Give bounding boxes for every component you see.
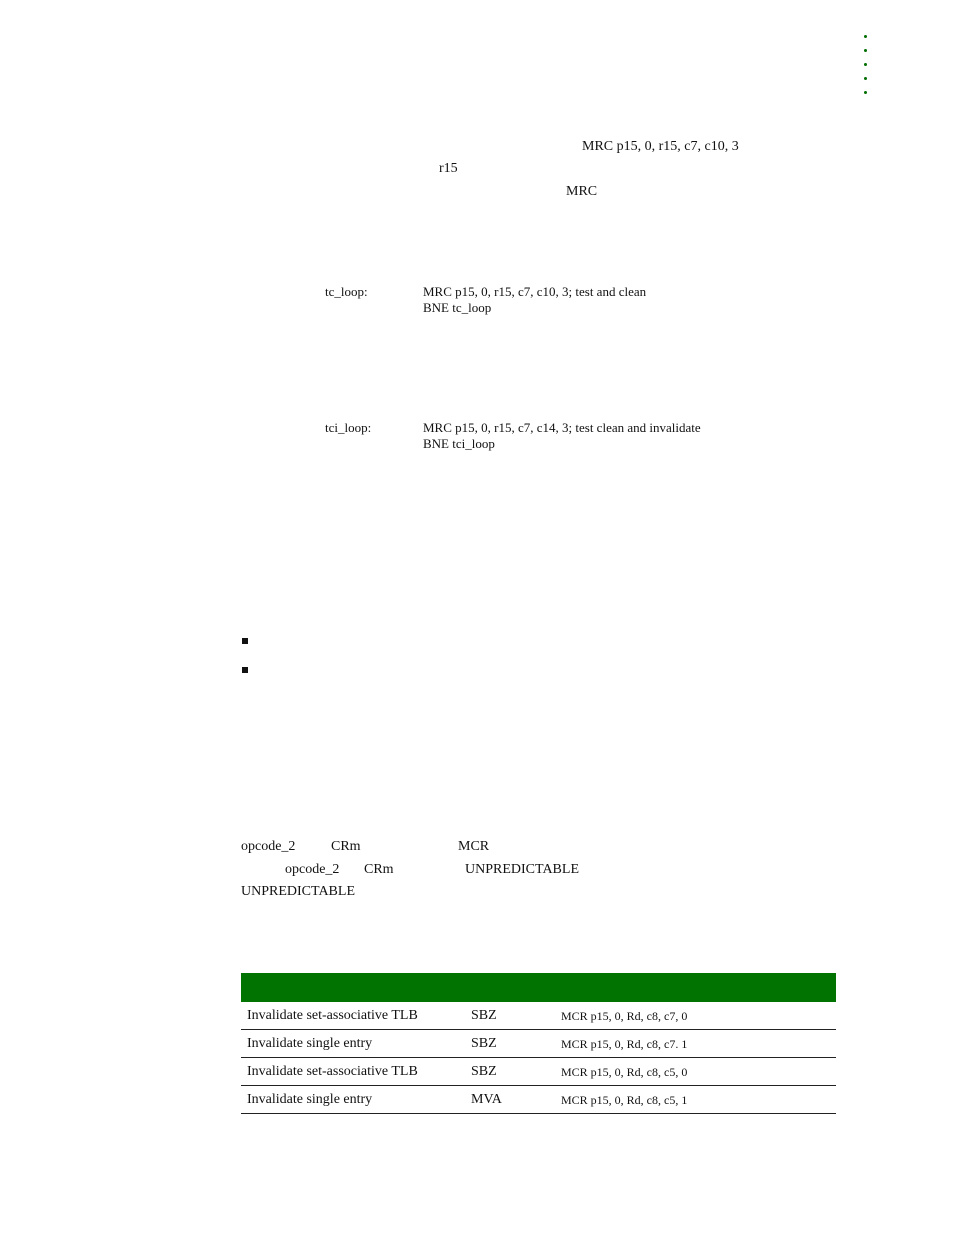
table-row <box>241 1002 836 1030</box>
table-row <box>241 1086 836 1114</box>
table-row <box>241 1030 836 1058</box>
cell-function: Invalidate single entry <box>247 1036 373 1051</box>
intro-code-2: r15 <box>439 161 458 176</box>
cell-data: SBZ <box>471 1036 497 1051</box>
intro-code-3: MRC <box>566 184 598 199</box>
cell-function: Invalidate set-associative TLB <box>247 1064 418 1079</box>
cell-instruction: MCR p15, 0, Rd, c8, c7, 0 <box>561 1009 688 1023</box>
margin-marks <box>864 35 867 105</box>
bullet-marker <box>242 638 248 644</box>
tc-loop-line2: BNE tc_loop <box>423 300 492 315</box>
margin-mark <box>864 49 867 52</box>
tc-loop-label: tc_loop: <box>325 284 368 299</box>
tci-loop-line1: MRC p15, 0, r15, c7, c14, 3; test clean and invalidate <box>423 420 701 435</box>
margin-mark <box>864 91 867 94</box>
cell-instruction: MCR p15, 0, Rd, c8, c5, 0 <box>561 1065 688 1079</box>
note-unpredictable: UNPREDICTABLE <box>465 862 579 877</box>
cell-function: Invalidate single entry <box>247 1092 373 1107</box>
cell-instruction: MCR p15, 0, Rd, c8, c5, 1 <box>561 1093 688 1107</box>
note-crm: CRm <box>331 839 361 854</box>
tlb-operations-table <box>241 973 836 1114</box>
note-unpredictable: UNPREDICTABLE <box>241 884 355 899</box>
table-header <box>241 973 836 1002</box>
cell-data: SBZ <box>471 1064 497 1079</box>
margin-mark <box>864 63 867 66</box>
note-opcode2: opcode_2 <box>285 862 340 877</box>
note-mcr: MCR <box>458 839 490 854</box>
cell-function: Invalidate set-associative TLB <box>247 1008 418 1023</box>
cell-data: SBZ <box>471 1008 497 1023</box>
cell-data: MVA <box>471 1092 502 1107</box>
note-crm: CRm <box>364 862 394 877</box>
intro-code-1: MRC p15, 0, r15, c7, c10, 3 <box>582 139 739 154</box>
table-row <box>241 1058 836 1086</box>
tci-loop-label: tci_loop: <box>325 420 372 435</box>
margin-mark <box>864 77 867 80</box>
bullet-marker <box>242 667 248 673</box>
note-opcode2: opcode_2 <box>241 839 296 854</box>
cell-instruction: MCR p15, 0, Rd, c8, c7. 1 <box>561 1037 688 1051</box>
tci-loop-line2: BNE tci_loop <box>423 436 495 451</box>
tc-loop-line1: MRC p15, 0, r15, c7, c10, 3; test and clean <box>423 284 647 299</box>
margin-mark <box>864 35 867 38</box>
